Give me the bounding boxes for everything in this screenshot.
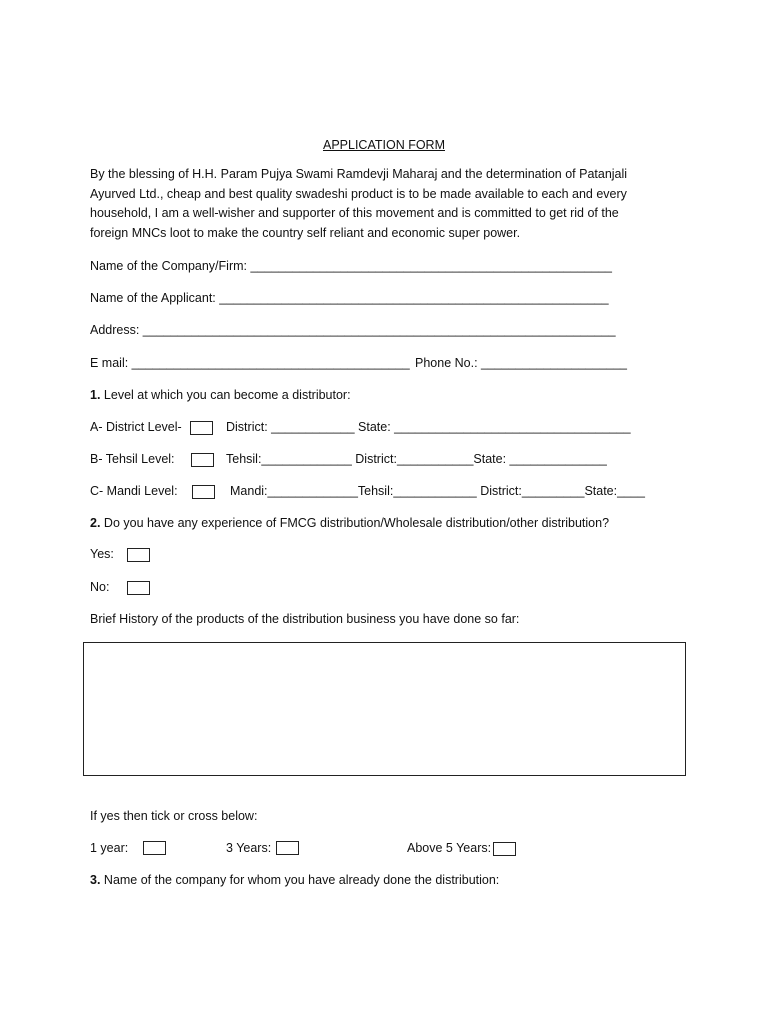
years-prompt: If yes then tick or cross below: [90,809,258,823]
one-year-checkbox[interactable] [143,841,166,855]
question-1 [90,386,351,404]
history-label: Brief History of the products of the distribution business you have done so far: [90,612,520,626]
yes-checkbox[interactable] [127,548,150,562]
intro-paragraph: By the blessing of H.H. Param Pujya Swami Ramdevji Maharaj and the determination of Patanjali Ayurved Ltd., cheap and best quality swadeshi product is to be made available to each and every household, I am a well-wisher and supporter of this movement and is committed to get rid of the foreign MNCs loot to make the country self reliant and economic super power. [90,167,628,240]
question-3-number: 3. [90,873,101,887]
district-level-checkbox[interactable] [190,421,213,435]
question-2-number: 2. [90,516,101,530]
tehsil-level-fields[interactable]: Tehsil:_____________ District:___________State: ______________ [226,452,607,466]
tehsil-level-label: B- Tehsil Level: [90,452,175,466]
question-1-number: 1. [90,388,101,402]
district-level-fields[interactable]: District: ____________ State: __________________________________ [226,420,631,434]
no-checkbox[interactable] [127,581,150,595]
five-years-checkbox[interactable] [493,842,516,856]
mandi-level-fields[interactable]: Mandi:_____________Tehsil:____________ District:_________State:____ [230,484,645,498]
district-level-label: A- District Level- [90,420,182,434]
one-year-label: 1 year: [90,841,129,855]
question-1-text: Level at which you can become a distributor: [100,388,351,402]
no-label: No: [90,580,110,594]
mandi-level-label: C- Mandi Level: [90,484,178,498]
three-years-label: 3 Years: [226,841,272,855]
tehsil-level-checkbox[interactable] [191,453,214,467]
history-textarea[interactable] [83,642,686,776]
form-title: APPLICATION FORM [322,138,445,152]
three-years-checkbox[interactable] [276,841,299,855]
company-name-field[interactable]: Name of the Company/Firm: ____________________________________________________ [90,259,612,273]
phone-field[interactable]: Phone No.: _____________________ [415,356,628,370]
yes-label: Yes: [90,547,114,561]
address-field[interactable]: Address: ____________________________________________________________________ [90,323,616,337]
mandi-level-checkbox[interactable] [192,485,215,499]
email-field[interactable]: E mail: ________________________________________ [90,356,410,370]
five-years-label: Above 5 Years: [407,841,492,855]
question-2 [90,514,609,532]
applicant-name-field[interactable]: Name of the Applicant: ________________________________________________________ [90,291,609,305]
question-3-text: Name of the company for whom you have already done the distribution: [100,873,500,887]
question-2-text: Do you have any experience of FMCG distribution/Wholesale distribution/other distribution? [100,516,610,530]
question-3 [90,871,499,889]
